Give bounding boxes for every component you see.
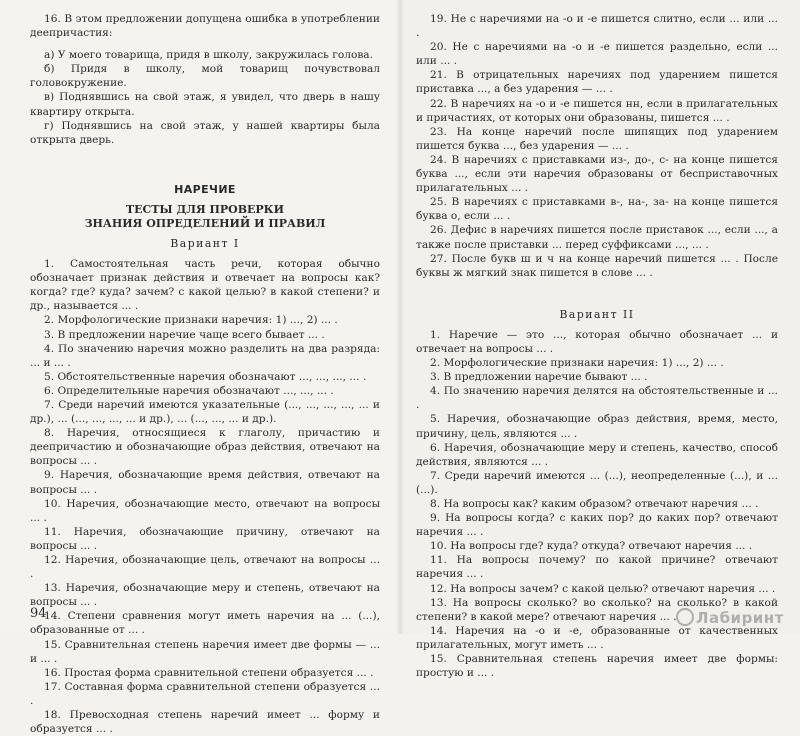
list-item: 22. В наречиях на -о и -е пишется нн, если в прилагательных и причастиях, от которых они образованы, пишется ... . xyxy=(416,97,778,124)
list-item: 15. Сравнительная степень наречия имеет две формы: простую и ... . xyxy=(416,653,778,680)
list-item: 9. Наречия, обозначающие время действия, отвечают на вопросы ... . xyxy=(30,469,380,496)
watermark-logo-icon xyxy=(676,608,694,626)
list-item: 12. Наречия, обозначающие цель, отвечают на вопросы ... . xyxy=(30,554,380,581)
list-item: 13. Наречия, обозначающие меру и степень, отвечают на вопросы ... . xyxy=(30,582,380,609)
section-title: НАРЕЧИЕ xyxy=(174,182,236,196)
list-item: 9. На вопросы когда? с каких пор? до каких пор? отвечают наречия ... . xyxy=(416,512,778,539)
list-item: 6. Наречия, обозначающие меру и степень, качество, способ действия, являются ... . xyxy=(416,441,778,468)
list-item: 1. Наречие — это ..., которая обычно обозначает ... и отвечает на вопросы ... . xyxy=(416,328,778,355)
list-item: 7. Среди наречий имеются ... (...), неопределенные (...), и ... (...). xyxy=(416,469,778,496)
list-item: 21. В отрицательных наречиях под ударением пишется приставка ..., а без ударения — ... . xyxy=(416,69,778,96)
variant-1-title: Вариант I xyxy=(170,236,240,250)
list-item: 1. Самостоятельная часть речи, которая обычно обозначает признак действия и отвечает на вопросы как? когда? где? куда? зачем? с какой целью? в какой степени? и др., называется ... . xyxy=(30,258,380,313)
option-b: б) Придя в школу, мой товарищ почувствовал головокружение. xyxy=(30,63,380,90)
list-item: 10. На вопросы где? куда? откуда? отвечают наречия ... . xyxy=(430,540,753,553)
list-item: 14. Степени сравнения могут иметь наречия на ... (...), образованные от ... . xyxy=(30,610,380,637)
option-a: а) У моего товарища, придя в школу, закружилась голова. xyxy=(44,49,373,62)
list-item: 3. В предложении наречие бывают ... . xyxy=(430,371,648,384)
list-item: 20. Не с наречиями на -о и -е пишется раздельно, если ... или ... . xyxy=(416,41,778,68)
list-item: 3. В предложении наречие чаще всего бывает ... . xyxy=(44,328,325,341)
list-item: 4. По значению наречия делятся на обстоятельственные и ... . xyxy=(416,385,778,412)
variant-2-title: Вариант II xyxy=(559,307,635,321)
list-item: 11. Наречия, обозначающие причину, отвечают на вопросы ... . xyxy=(30,525,380,552)
list-item: 18. Превосходная степень наречий имеет ... форму и образуется ... . xyxy=(30,709,380,736)
left-column xyxy=(30,12,380,736)
list-item: 14. Наречия на -о и -е, образованные от качественных прилагательных, могут иметь ... . xyxy=(416,624,778,651)
question-16: 16. В этом предложении допущена ошибка в употреблении деепричастия: xyxy=(30,13,380,40)
list-item: 11. На вопросы почему? по какой причине? отвечают наречия ... . xyxy=(416,554,778,581)
variant-1-continued-items xyxy=(416,12,778,280)
list-item: 5. Обстоятельственные наречия обозначают ..., ..., ..., ... . xyxy=(44,370,367,383)
option-d: г) Поднявшись на свой этаж, у нашей квартиры была открыта дверь. xyxy=(30,119,380,146)
page-number: 94 xyxy=(30,606,47,621)
list-item: 19. Не с наречиями на -о и -е пишется слитно, если ... или ... . xyxy=(416,13,778,40)
section-subtitle-2: ЗНАНИЯ ОПРЕДЕЛЕНИЙ И ПРАВИЛ xyxy=(84,216,326,230)
list-item: 26. Дефис в наречиях пишется после приставок ..., если ..., а также после приставки ... перед суффиксами ..., ... . xyxy=(416,224,778,251)
book-gutter xyxy=(396,0,404,634)
list-item: 13. На вопросы сколько? во сколько? на сколько? в какой степени? в какой мере? отвечают наречия ... . xyxy=(416,596,778,623)
watermark xyxy=(676,608,788,628)
list-item: 25. В наречиях с приставками в-, на-, за- на конце пишется буква о, если ... . xyxy=(416,196,778,223)
list-item: 16. Простая форма сравнительной степени образуется ... . xyxy=(44,666,374,679)
list-item: 17. Составная форма сравнительной степени образуется ... . xyxy=(30,680,380,707)
list-item: 12. На вопросы зачем? с какой целью? отвечают наречия ... . xyxy=(430,582,776,595)
list-item: 6. Определительные наречия обозначают ..., ..., ... . xyxy=(44,384,334,397)
section-subtitle-1: ТЕСТЫ ДЛЯ ПРОВЕРКИ xyxy=(125,202,285,216)
watermark-text: Лабиринт xyxy=(696,609,784,627)
list-item: 2. Морфологические признаки наречия: 1) ..., 2) ... . xyxy=(430,357,724,370)
list-item: 15. Сравнительная степень наречия имеет две формы — ... и ... . xyxy=(30,638,380,665)
list-item: 10. Наречия, обозначающие место, отвечают на вопросы ... . xyxy=(30,497,380,524)
list-item: 8. На вопросы как? каким образом? отвечают наречия ... . xyxy=(430,498,759,510)
option-c: в) Поднявшись на свой этаж, я увидел, что дверь в нашу квартиру открыта. xyxy=(30,91,380,118)
right-page xyxy=(400,0,800,680)
variant-1-items xyxy=(30,257,380,736)
list-item: 2. Морфологические признаки наречия: 1) ..., 2) ... . xyxy=(44,314,338,327)
list-item: 7. Среди наречий имеются указательные (..., ..., ..., ..., ... и др.), ... (..., ..., ..., ... и др.), ... (..., ..., ... и др.). xyxy=(30,398,380,426)
list-item: 4. По значению наречия можно разделить на два разряда: ... и ... . xyxy=(30,342,380,369)
list-item: 23. На конце наречий после шипящих под ударением пишется буква ..., без ударения — ... . xyxy=(416,125,778,152)
right-column xyxy=(416,12,778,680)
list-item: 24. В наречиях с приставками из-, до-, с- на конце пишется буква ..., если эти наречия образованы от бесприставочных прилагательных ... . xyxy=(416,153,778,195)
list-item: 27. После букв ш и ч на конце наречий пишется ... . После буквы ж мягкий знак пишется в слове ... . xyxy=(416,252,778,279)
list-item: 8. Наречия, относящиеся к глаголу, причастию и деепричастию и обозначающие образ действия, отвечают на вопросы ... . xyxy=(30,427,380,468)
list-item: 5. Наречия, обозначающие образ действия, время, место, причину, цель, являются ... . xyxy=(416,413,778,440)
